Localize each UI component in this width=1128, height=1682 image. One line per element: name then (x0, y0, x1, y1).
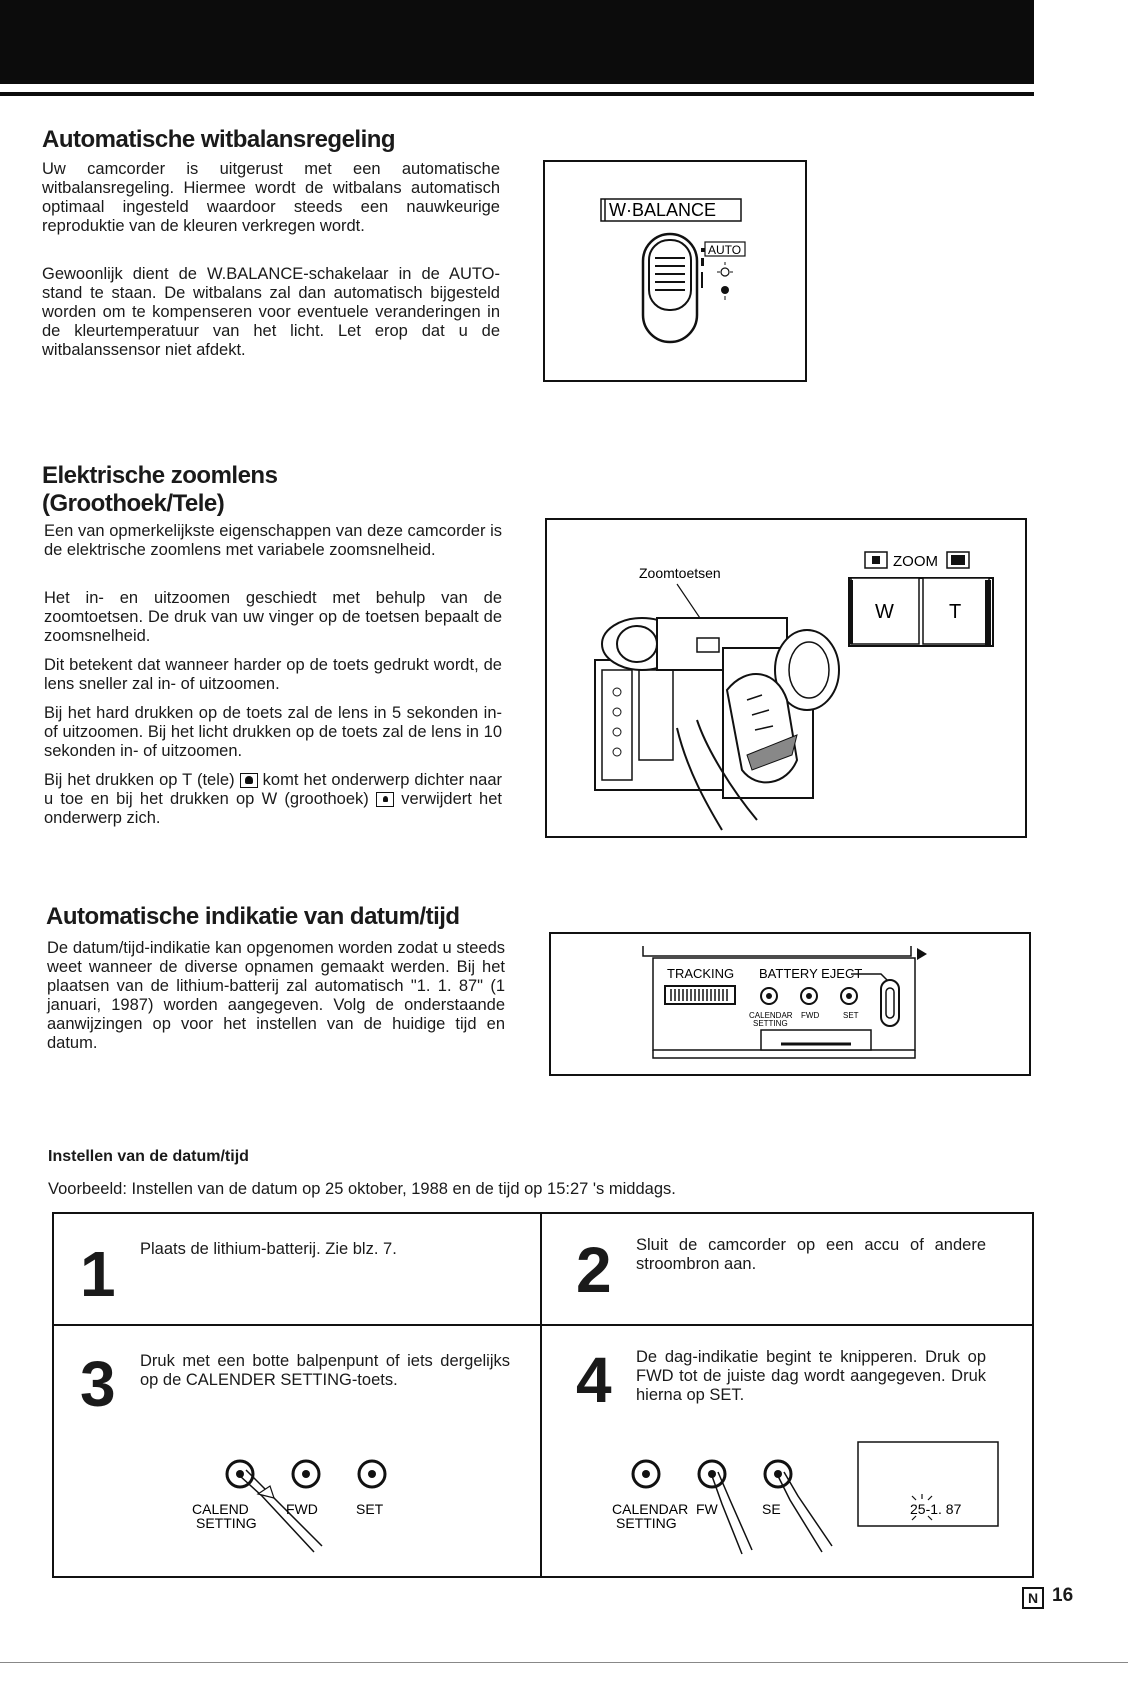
calendar-label: CALENDAR (749, 1011, 793, 1020)
step-4-text: De dag-indikatie begint te knipperen. Druk op FWD tot de juiste dag wordt aangegeven. Druk hierna op SET. (636, 1348, 986, 1404)
date-figure (549, 932, 1031, 1076)
step4-calendar-label: CALENDAR (612, 1501, 689, 1517)
step-2-text: Sluit de camcorder op een accu of andere stroombron aan. (636, 1236, 986, 1273)
step-3 (54, 1326, 540, 1576)
section-title-white-balance: Automatische witbalansregeling (42, 126, 396, 153)
white-balance-paragraph-2: Gewoonlijk dient de W.BALANCE-schakelaar in de AUTO-stand te staan. De witbalans zal dan automatisch bijgesteld worden om te kompenseren voor eventuele veranderingen in de kleurtemperatuur van het licht. Let erop dat u de witbalanssensor niet afdekt. (42, 265, 500, 359)
step-4 (542, 1326, 1032, 1576)
section-title-date: Automatische indikatie van datum/tijd (46, 903, 460, 930)
zoom-p5-part1: Bij het drukken op T (tele) (44, 771, 235, 789)
step3-setting-label: SETTING (196, 1515, 257, 1531)
step-2 (542, 1214, 1032, 1324)
step-3-text: Druk met een botte balpenpunt of iets dergelijks op de CALENDER SETTING-toets. (140, 1352, 510, 1389)
zoom-label: ZOOM (893, 553, 938, 570)
w-balance-label: W·BALANCE (609, 200, 717, 220)
example-text: Voorbeeld: Instellen van de datum op 25 oktober, 1988 en de tijd op 15:27 's middags. (48, 1180, 676, 1198)
wide-icon (376, 792, 394, 807)
date-display: 25-1. 87 (910, 1501, 962, 1517)
step4-set-label: SE (762, 1501, 781, 1517)
step-2-number: 2 (576, 1234, 612, 1306)
language-badge: N (1022, 1587, 1044, 1609)
zoomtoetsen-callout: Zoomtoetsen (639, 565, 721, 581)
step-4-number: 4 (576, 1344, 612, 1416)
setting-label: SETTING (753, 1019, 788, 1028)
white-balance-figure (543, 160, 807, 382)
step4-fwd-label: FW (696, 1501, 718, 1517)
fwd-label: FWD (801, 1011, 820, 1020)
step3-fwd-label: FWD (286, 1501, 318, 1517)
section-title-zoom (42, 462, 277, 518)
zoom-title-line2: (Groothoek/Tele) (42, 490, 225, 517)
step3-calendar-label: CALEND (192, 1501, 249, 1517)
header-rule (0, 92, 1034, 96)
zoom-paragraph-3: Dit betekent dat wanneer harder op de toets gedrukt wordt, de lens sneller zal in- of uitzoomen. (44, 656, 502, 693)
zoom-paragraph-4: Bij het hard drukken op de toets zal de lens in 5 sekonden in- of uitzoomen. Bij het licht drukken op de toets zal de lens in 10 sekonden in- of uitzoomen. (44, 704, 502, 760)
zoom-p5-part2: komt het onderwerp dichter naar u toe en bij het drukken op W (groothoek) (44, 771, 503, 808)
header-bar (0, 0, 1034, 84)
step-4-illustration (542, 1434, 1032, 1574)
control-panel-illustration (551, 934, 1029, 1074)
zoom-w-button: W (875, 601, 894, 623)
zoom-title-line1: Elektrische zoomlens (42, 462, 278, 489)
step4-setting-label: SETTING (616, 1515, 677, 1531)
date-paragraph: De datum/tijd-indikatie kan opgenomen worden zodat u steeds weet wanneer de diverse opnamen gemaakt werden. Bij het plaatsen van de lithium-batterij zal automatisch "1. 1. 87" (1 januari, 1987) worden aangegeven. Volg de onderstaande aanwijzingen op voor het instellen van de huidige tijd en datum. (47, 939, 505, 1052)
zoom-paragraph-1: Een van opmerkelijkste eigenschappen van deze camcorder is de elektrische zoomlens met variabele zoomsnelheid. (44, 522, 502, 559)
step3-set-label: SET (356, 1501, 384, 1517)
auto-label: AUTO (708, 243, 742, 257)
footer-rule (0, 1662, 1128, 1663)
step-1 (54, 1214, 540, 1324)
zoom-paragraph-5 (44, 771, 502, 828)
step-3-number: 3 (80, 1348, 116, 1420)
zoom-t-button: T (949, 601, 962, 623)
step-1-number: 1 (80, 1238, 116, 1310)
step-1-text: Plaats de lithium-batterij. Zie blz. 7. (140, 1240, 397, 1258)
zoom-paragraph-2: Het in- en uitzoomen geschiedt met behulp van de zoomtoetsen. De druk van uw vinger op de toetsen bepaalt de zoomsnelheid. (44, 589, 502, 645)
step-3-illustration (54, 1434, 540, 1574)
page-number: 16 (1052, 1585, 1074, 1606)
subsection-title: Instellen van de datum/tijd (48, 1148, 249, 1165)
tele-icon (240, 773, 258, 788)
white-balance-paragraph-1: Uw camcorder is uitgerust met een automatische witbalansregeling. Hiermee wordt de witbalans automatisch optimaal ingesteld waardoor steeds een nauwkeurige reproduktie van de kleuren verkregen wordt. (42, 160, 500, 235)
zoom-p5-part3: verwijdert het onderwerp zich. (44, 790, 502, 827)
white-balance-switch-illustration (545, 162, 805, 380)
battery-eject-label: BATTERY EJECT (759, 966, 863, 981)
tracking-label: TRACKING (667, 966, 735, 981)
set-label: SET (843, 1011, 859, 1020)
camcorder-zoom-illustration (547, 520, 1025, 836)
steps-table (52, 1212, 1034, 1578)
zoom-figure (545, 518, 1027, 838)
